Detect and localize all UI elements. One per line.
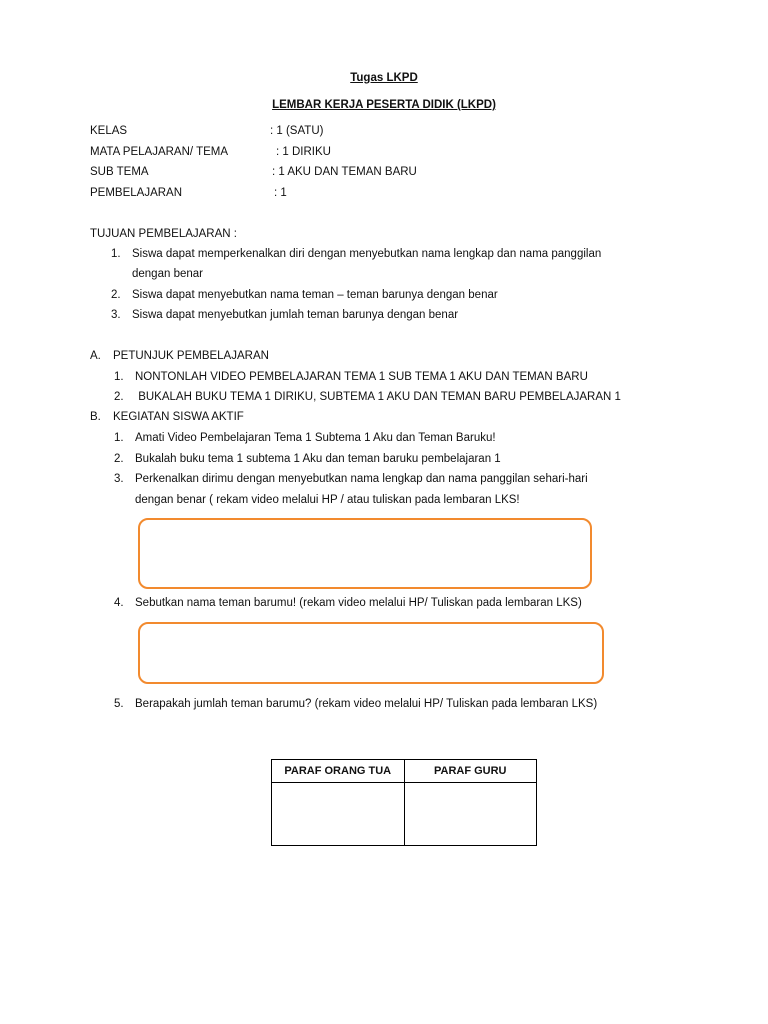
section-b-letter: B.: [90, 411, 101, 423]
tujuan-item-2: Siswa dapat menyebutkan nama teman – teman barunya dengan benar: [132, 289, 498, 301]
info-value-mata-pelajaran: : 1 DIRIKU: [276, 146, 331, 158]
section-a-letter: A.: [90, 350, 101, 362]
info-value-sub-tema: : 1 AKU DAN TEMAN BARU: [272, 166, 417, 178]
tujuan-item-1-line1: Siswa dapat memperkenalkan diri dengan menyebutkan nama lengkap dan nama panggilan: [132, 248, 602, 260]
info-label-mata-pelajaran: MATA PELAJARAN/ TEMA: [90, 146, 229, 158]
info-label-sub-tema: SUB TEMA: [90, 166, 149, 178]
section-b-item-4: Sebutkan nama teman barumu! (rekam video melalui HP/ Tuliskan pada lembaran LKS): [135, 597, 582, 609]
signature-header-parent: PARAF ORANG TUA: [272, 760, 405, 783]
document-subtitle: LEMBAR KERJA PESERTA DIDIK (LKPD): [272, 99, 496, 111]
info-label-pembelajaran: PEMBELAJARAN: [90, 187, 183, 199]
signature-cell-parent[interactable]: [272, 783, 405, 846]
section-a-item-1: NONTONLAH VIDEO PEMBELAJARAN TEMA 1 SUB TEMA 1 AKU DAN TEMAN BARU: [135, 371, 588, 383]
section-a-num-1: 1.: [114, 371, 124, 383]
tujuan-item-1-line2: dengan benar: [132, 268, 203, 280]
section-b-item-2: Bukalah buku tema 1 subtema 1 Aku dan teman baruku pembelajaran 1: [135, 453, 501, 465]
section-a-heading: PETUNJUK PEMBELAJARAN: [113, 350, 269, 362]
section-b-item-5: Berapakah jumlah teman barumu? (rekam video melalui HP/ Tuliskan pada lembaran LKS): [135, 698, 598, 710]
tujuan-num-2: 2.: [111, 289, 121, 301]
signature-header-teacher: PARAF GURU: [404, 760, 537, 783]
answer-box-introduction[interactable]: [138, 518, 592, 589]
signature-cell-teacher[interactable]: [404, 783, 537, 846]
section-a-item-2: BUKALAH BUKU TEMA 1 DIRIKU, SUBTEMA 1 AKU DAN TEMAN BARU PEMBELAJARAN 1: [135, 391, 621, 403]
section-a-num-2: 2.: [114, 391, 124, 403]
signature-table: [271, 759, 537, 846]
section-b-item-3-line1: Perkenalkan dirimu dengan menyebutkan nama lengkap dan nama panggilan sehari-hari: [135, 473, 588, 485]
info-value-kelas: : 1 (SATU): [270, 125, 324, 137]
answer-box-friend-names[interactable]: [138, 622, 604, 684]
section-b-item-1: Amati Video Pembelajaran Tema 1 Subtema 1 Aku dan Teman Baruku!: [135, 432, 496, 444]
info-label-kelas: KELAS: [90, 125, 128, 137]
section-b-num-3: 3.: [114, 473, 124, 485]
tujuan-heading: TUJUAN PEMBELAJARAN :: [90, 228, 237, 240]
section-b-num-4: 4.: [114, 597, 124, 609]
section-b-num-5: 5.: [114, 698, 124, 710]
info-value-pembelajaran: : 1: [274, 187, 287, 199]
tujuan-item-3: Siswa dapat menyebutkan jumlah teman barunya dengan benar: [132, 309, 459, 321]
section-b-num-2: 2.: [114, 453, 124, 465]
tujuan-num-1: 1.: [111, 248, 121, 260]
section-b-item-3-line2: dengan benar ( rekam video melalui HP / atau tuliskan pada lembaran LKS!: [135, 494, 520, 506]
document-title: Tugas LKPD: [350, 72, 418, 84]
section-b-num-1: 1.: [114, 432, 124, 444]
section-b-heading: KEGIATAN SISWA AKTIF: [113, 411, 244, 423]
tujuan-num-3: 3.: [111, 309, 121, 321]
